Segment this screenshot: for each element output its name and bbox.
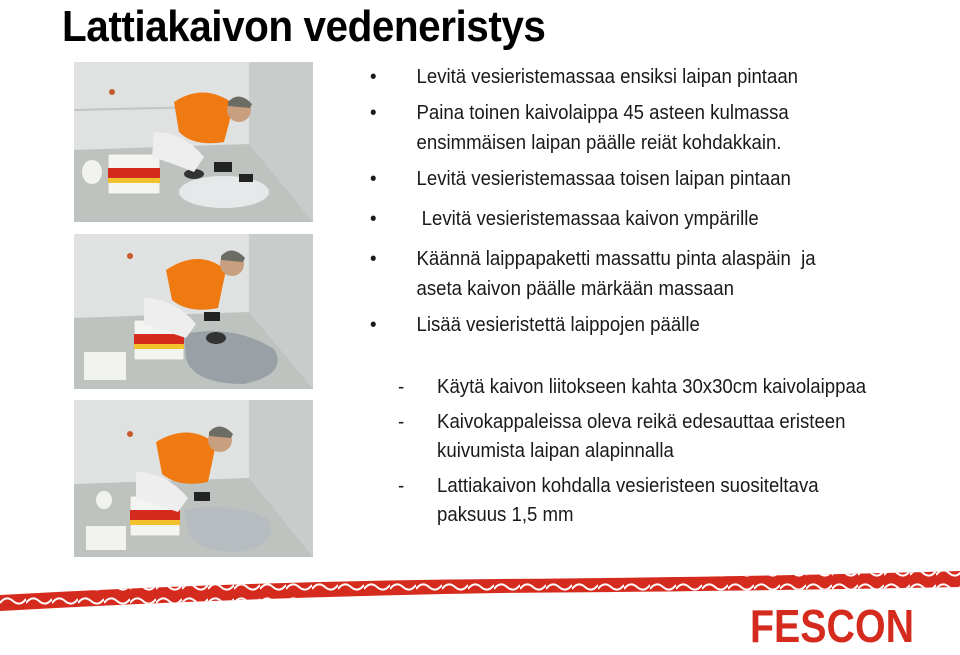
bullet-icon: • — [370, 168, 377, 190]
list-item-line: paksuus 1,5 mm — [437, 504, 574, 526]
list-item — [370, 244, 891, 304]
list-item-line: Levitä vesieristemassaa toisen laipan pintaan — [416, 168, 791, 190]
photo-step-1 — [74, 62, 313, 222]
list-item-line: aseta kaivon päälle märkään massaan — [416, 278, 734, 300]
bullet-icon: • — [370, 66, 377, 88]
list-item — [398, 408, 900, 466]
list-item-line: kuivumista laipan alapinnalla — [437, 440, 674, 462]
dash-icon: - — [398, 475, 405, 497]
fescon-logo — [748, 598, 918, 650]
bullet-icon: • — [370, 208, 377, 230]
dash-icon: - — [398, 411, 405, 433]
page-title: Lattiakaivon vedeneristys — [62, 2, 546, 51]
bullet-icon: • — [370, 102, 377, 124]
list-item-line: Kaivokappaleissa oleva reikä edesauttaa eristeen — [437, 411, 846, 433]
list-item-line: ensimmäisen laipan päälle reiät kohdakkain. — [416, 132, 782, 154]
list-item-line: Käännä laippapaketti massattu pinta alaspäin ja — [416, 248, 816, 270]
svg-text:FESCON: FESCON — [750, 600, 914, 652]
list-item-line: Paina toinen kaivolaippa 45 asteen kulmassa — [416, 102, 789, 124]
list-item — [370, 62, 891, 92]
list-item-line: Levitä vesieristemassaa kaivon ympärille — [416, 208, 759, 230]
notes-list — [398, 373, 938, 530]
list-item — [370, 98, 891, 158]
bullet-icon: • — [370, 314, 377, 336]
instruction-list — [370, 62, 930, 340]
list-item — [370, 310, 891, 340]
list-item-line: Lattiakaivon kohdalla vesieristeen suositeltava — [437, 475, 819, 497]
dash-icon: - — [398, 376, 405, 398]
list-item — [370, 164, 891, 194]
bullet-icon: • — [370, 248, 377, 270]
list-item — [398, 373, 900, 402]
list-item-line: Levitä vesieristemassaa ensiksi laipan pintaan — [416, 66, 799, 88]
photo-step-3 — [74, 400, 313, 557]
list-item-line: Käytä kaivon liitokseen kahta 30x30cm kaivolaippaa — [437, 376, 867, 398]
list-item-line: Lisää vesieristettä laippojen päälle — [416, 314, 700, 336]
photo-step-2 — [74, 234, 313, 389]
list-item — [370, 204, 891, 234]
list-item — [398, 472, 900, 530]
